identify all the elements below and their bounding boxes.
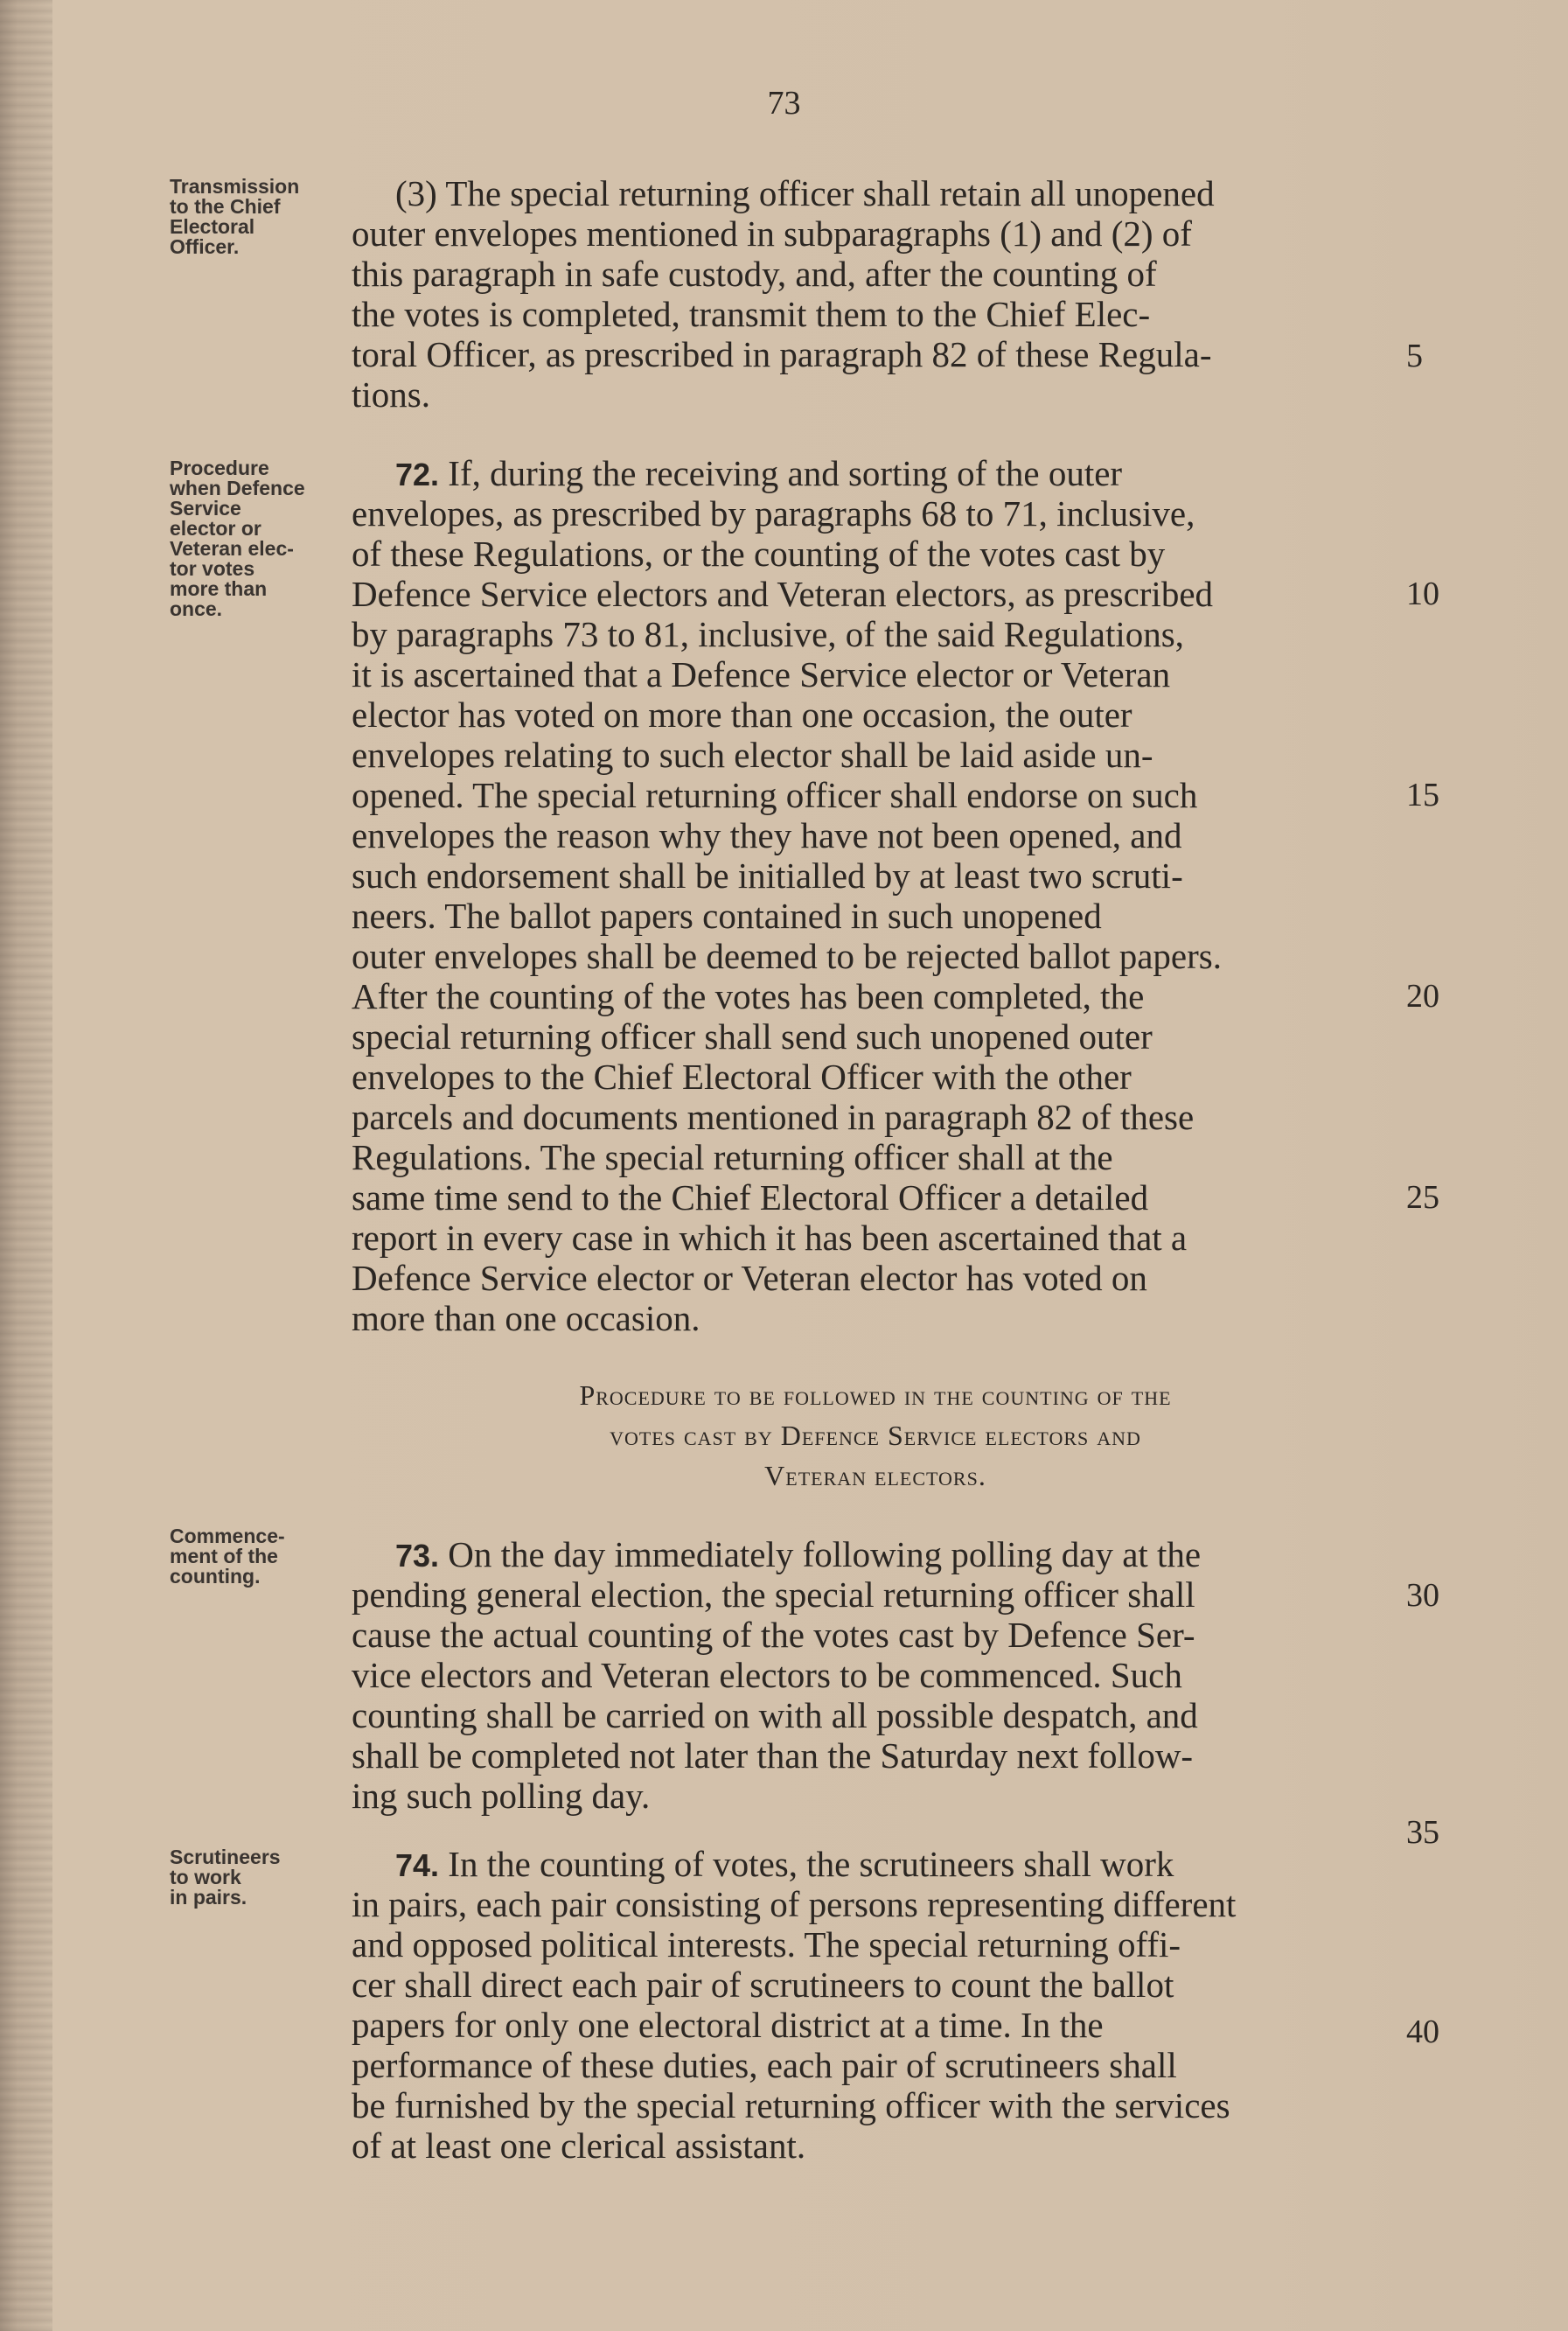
text-line: shall be completed not later than the Saturday next follow- xyxy=(352,1735,1194,1776)
text-line: cer shall direct each pair of scrutineers to count the ballot xyxy=(352,1965,1174,2005)
text-line: envelopes relating to such elector shall be laid aside un- xyxy=(352,735,1153,775)
paragraph-number: 72. xyxy=(395,457,440,492)
text-line: (3) The special returning officer shall retain all unopened xyxy=(395,173,1215,213)
text-line: outer envelopes mentioned in subparagraphs (1) and (2) of xyxy=(352,213,1192,254)
line-number: 35 xyxy=(1406,1814,1439,1851)
sidenote-line: Service xyxy=(170,497,241,520)
text-line xyxy=(352,1534,1399,1574)
page-number: 73 xyxy=(767,85,801,122)
text-line: cause the actual counting of the votes cast by Defence Ser- xyxy=(352,1615,1195,1655)
line-number: 20 xyxy=(1406,978,1439,1015)
paragraph-number: 73. xyxy=(395,1538,440,1574)
paragraph-71-3 xyxy=(352,173,1399,415)
text-line: and opposed political interests. The special returning offi- xyxy=(352,1924,1181,1965)
text-line: elector has voted on more than one occasion, the outer xyxy=(352,694,1132,735)
sidenote-line: Electoral xyxy=(170,215,255,238)
heading-line: votes cast by Defence Service electors and xyxy=(610,1420,1141,1451)
text-line: this paragraph in safe custody, and, after the counting of xyxy=(352,254,1157,294)
sidenote-line: Commence- xyxy=(170,1525,285,1547)
paragraph-74 xyxy=(352,1844,1399,2166)
paragraph-73 xyxy=(352,1534,1399,1816)
sidenote-line: Scrutineers xyxy=(170,1846,281,1868)
text-line: more than one occasion. xyxy=(352,1298,700,1338)
section-heading xyxy=(352,1375,1399,1496)
line-number: 10 xyxy=(1406,576,1439,612)
text-line: toral Officer, as prescribed in paragraph 82 of these Regula- xyxy=(352,334,1212,374)
sidenote-line: to the Chief xyxy=(170,195,281,218)
text-line: vice electors and Veteran electors to be commenced. Such xyxy=(352,1655,1182,1695)
text-line: be furnished by the special returning officer with the services xyxy=(352,2085,1230,2125)
line-number: 25 xyxy=(1406,1179,1439,1216)
sidenote-line: when Defence xyxy=(170,477,305,499)
text-line: pending general election, the special returning officer shall xyxy=(352,1574,1195,1615)
sidenote-line: Veteran elec- xyxy=(170,537,294,560)
text-line: tions. xyxy=(352,374,430,415)
text-line: the votes is completed, transmit them to the Chief Elec- xyxy=(352,294,1151,334)
text-line: Defence Service electors and Veteran electors, as prescribed xyxy=(352,574,1214,614)
text-line: opened. The special returning officer shall endorse on such xyxy=(352,775,1198,815)
heading-line: Veteran electors. xyxy=(764,1460,986,1491)
sidenote-line: Procedure xyxy=(170,457,269,479)
text-line: ing such polling day. xyxy=(352,1776,651,1816)
line-number: 15 xyxy=(1406,777,1439,813)
sidenote-line: ment of the xyxy=(170,1545,278,1567)
sidenote-line: more than xyxy=(170,577,268,600)
heading-line: Procedure to be followed in the counting of the xyxy=(579,1379,1172,1411)
sidenote-line: tor votes xyxy=(170,557,255,580)
paragraph-number: 74. xyxy=(395,1847,440,1883)
line-number: 40 xyxy=(1406,2013,1439,2050)
sidenote-line: to work xyxy=(170,1866,241,1888)
text-line: envelopes, as prescribed by paragraphs 68 to 71, inclusive, xyxy=(352,493,1195,534)
sidenote-line: Officer. xyxy=(170,235,240,258)
sidenote-transmission xyxy=(170,177,353,257)
text-line: same time send to the Chief Electoral Officer a detailed xyxy=(352,1177,1149,1218)
text-segment: In the counting of votes, the scrutineers shall work xyxy=(439,1844,1174,1884)
text-line: Defence Service elector or Veteran elector has voted on xyxy=(352,1258,1147,1298)
text-line: in pairs, each pair consisting of persons representing different xyxy=(352,1884,1237,1924)
text-line: by paragraphs 73 to 81, inclusive, of the said Regulations, xyxy=(352,614,1184,654)
line-number: 30 xyxy=(1406,1577,1439,1614)
text-line: neers. The ballot papers contained in such unopened xyxy=(352,896,1102,936)
line-number: 5 xyxy=(1406,338,1423,374)
sidenote-procedure xyxy=(170,458,353,619)
text-line xyxy=(352,1844,1399,1884)
text-line: After the counting of the votes has been completed, the xyxy=(352,976,1145,1016)
text-line: special returning officer shall send such unopened outer xyxy=(352,1016,1153,1057)
text-segment: If, during the receiving and sorting of the outer xyxy=(439,453,1123,493)
sidenote-line: in pairs. xyxy=(170,1886,247,1909)
text-line: report in every case in which it has been ascertained that a xyxy=(352,1218,1188,1258)
sidenote-line: elector or xyxy=(170,517,261,540)
text-line: outer envelopes shall be deemed to be rejected ballot papers. xyxy=(352,936,1222,976)
text-line: of at least one clerical assistant. xyxy=(352,2125,806,2166)
text-line: it is ascertained that a Defence Service elector or Veteran xyxy=(352,654,1171,694)
book-spine-shadow xyxy=(0,0,52,2331)
text-line: of these Regulations, or the counting of the votes cast by xyxy=(352,534,1166,574)
text-line: parcels and documents mentioned in paragraph 82 of these xyxy=(352,1097,1195,1137)
text-line: counting shall be carried on with all possible despatch, and xyxy=(352,1695,1198,1735)
text-line: envelopes the reason why they have not been opened, and xyxy=(352,815,1182,855)
sidenote-line: once. xyxy=(170,597,223,620)
sidenote-line: Transmission xyxy=(170,175,300,198)
text-line: Regulations. The special returning officer shall at the xyxy=(352,1137,1113,1177)
text-line: such endorsement shall be initialled by at least two scruti- xyxy=(352,855,1183,896)
sidenote-line: counting. xyxy=(170,1565,261,1588)
text-line: performance of these duties, each pair of scrutineers shall xyxy=(352,2045,1177,2085)
sidenote-scrutineers xyxy=(170,1847,353,1908)
text-line: envelopes to the Chief Electoral Officer with the other xyxy=(352,1057,1132,1097)
paragraph-72 xyxy=(352,453,1399,1338)
text-line xyxy=(352,453,1399,493)
sidenote-commencement xyxy=(170,1526,353,1587)
text-segment: On the day immediately following polling day at the xyxy=(439,1534,1202,1574)
text-line: papers for only one electoral district at a time. In the xyxy=(352,2005,1104,2045)
